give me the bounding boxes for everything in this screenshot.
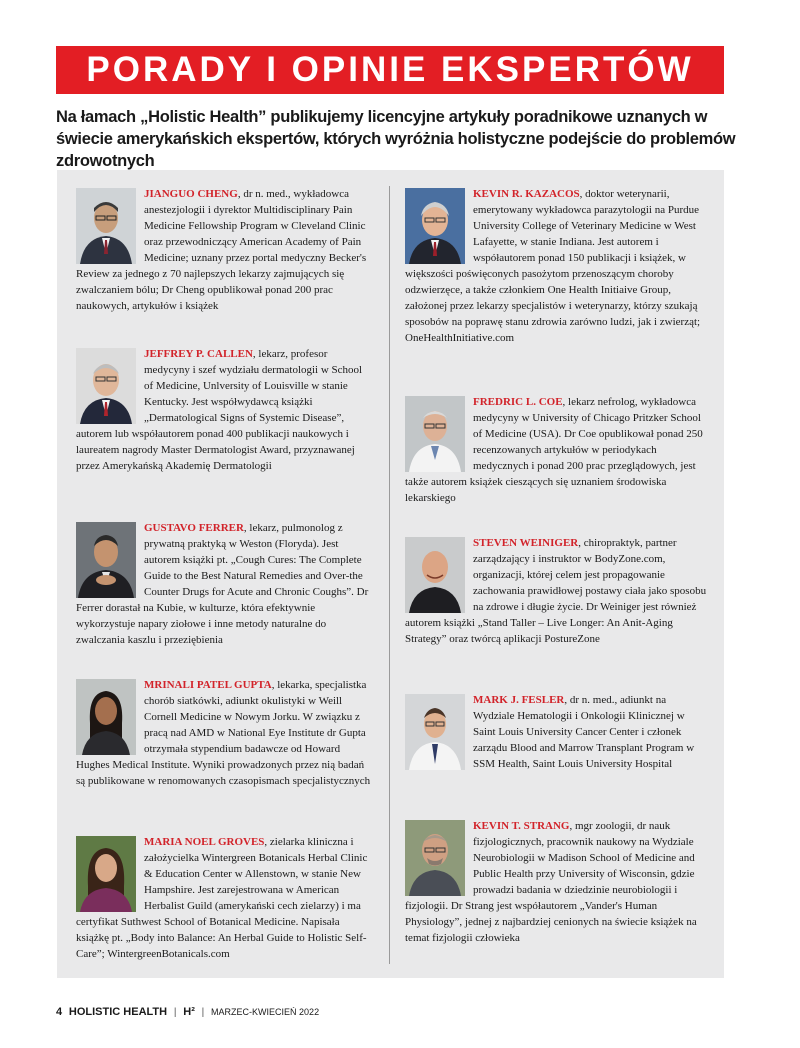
expert-bio: , lekarz, pulmonolog z prywatną praktyką w Weston (Floryda). Jest autorem książki pt. „Cough Cures: The Complete Guide to the Best Natural Remedies and Over-the Counter Drugs for Acute and Chronic Coughs”. Dr Ferrer dorastał na Kubie, w kulturze, która efektywnie wykorzystuje napary ziołowe i inne metody naturalne do zwalczania kaszlu i przeziębienia [76,522,369,646]
expert-name: STEVEN WEINIGER [473,537,579,549]
section-banner: PORADY I OPINIE EKSPERTÓW [56,46,724,94]
expert-bio: , doktor weterynarii, emerytowany wykładowca parazytologii na Purdue University College of Veterinary Medicine w West Lafayette, w stanie Indiana. Jest autorem i współautorem ponad 150 publikacji i książek, w większości poświęconych pasożytom przenoszącym choroby odzwierzęce, a także członkiem One Health Initiaive Group, założonej przez lekarzy specjalistów i weterynarzy, którzy szukają sposobów na poprawę stanu zdrowia zarówno ludzi, jak i zwierząt; OneHealthInitiative.com [405,188,701,344]
expert-name: MARK J. FESLER [473,694,565,706]
expert-bio: , dr n. med., wykładowca anestezjologii i dyrektor Multidisciplinary Pain Medicine Fellowship Program w Cleveland Clinic oraz przewodniczący American Academy of Pain Medicine; uznany przez portal medyczny Becker's Review za jednego z 70 najlepszych lekarzy zajmujących się zwalczaniem bólu; Dr Cheng opublikował ponad 200 prac naukowych, artykułów i książek [76,188,367,312]
footer-separator: | [173,1007,177,1018]
expert-name: FREDRIC L. COE [473,396,563,408]
expert-name: MRINALI PATEL GUPTA [144,679,272,691]
expert-photo [405,820,465,896]
expert-bio: , chiropraktyk, partner zarządzający i instruktor w BodyZone.com, organizacji, której celem jest propagowanie zachowania prawidłowej postawy ciała jako sposobu na zdrowe i długie życie. Dr Weiniger jest również autorem książki „Stand Taller – Live Longer: An Anit-Aging Strategy” oraz twórcą aplikacji PostureZone [405,537,707,645]
magazine-name: HOLISTIC HEALTH [68,1006,168,1018]
expert-entry-strang [405,818,707,946]
expert-name: MARIA NOEL GROVES [144,836,265,848]
expert-name: JIANGUO CHENG [144,188,238,200]
page-footer [56,1004,319,1020]
expert-entry-cheng [76,186,374,314]
expert-photo [405,188,465,264]
expert-photo [76,522,136,598]
magazine-brand: H² [183,1006,195,1018]
page-number: 4 [56,1006,63,1018]
expert-photo [76,679,136,755]
expert-entry-gupta [76,677,374,789]
column-divider [389,186,390,964]
expert-photo [405,694,465,770]
lead-paragraph: Na łamach „Holistic Health” publikujemy licencyjne artykuły poradnikowe uznanych w świecie amerykańskich ekspertów, których wyróżnia holistyczne podejście do problemów zdrowotnych [56,108,736,170]
expert-bio: , lekarz, profesor medycyny i szef wydziału dermatologii w School of Medicine, Unlversity of Louisville w stanie Kentucky. Jest współwydawcą książki „Dermatological Signs of Systemic Disease”, autorem lub współautorem ponad 400 publikacji naukowych i laureatem nagrody Master Dermatologist Award, przyznawanej przez Amerykańską Akademię Dermatologii [76,348,363,472]
expert-name: GUSTAVO FERRER [144,522,244,534]
expert-entry-weiniger [405,535,707,647]
expert-bio: , dr n. med., adiunkt na Wydziale Hematologii i Onkologii Klinicznej w Saint Louis University Cancer Center i członek zarządu Blood and Marrow Transplant Program w SSM Health, Saint Louis University Hospital [473,694,695,770]
expert-photo [405,537,465,613]
expert-entry-kazacos [405,186,707,346]
expert-entry-groves [76,834,374,962]
issue-date: MARZEC-KWIECIEŃ 2022 [211,1007,320,1017]
expert-photo [76,348,136,424]
expert-entry-coe [405,394,707,506]
expert-bio: , lekarka, specjalistka chorób siatkówki, adiunkt okulistyki w Weill Cornell Medicine w Nowym Jorku. W związku z pracą nad AMD w National Eye Institute dr Gupta otrzymała stypendium badawcze od Howard Hughes Medical Institute. Wyniki prowadzonych przez nią badań są publikowane w renomowanych czasopismach specjalistycznych [76,679,371,787]
expert-name: KEVIN R. KAZACOS [473,188,580,200]
expert-photo [405,396,465,472]
footer-separator: | [201,1007,205,1018]
expert-bio: , mgr zoologii, dr nauk fizjologicznych, pracownik naukowy na Wydziale Neurobiologii w Madison School of Medicine and Public Health przy University of Wisconsin, gdzie prowadzi badania w dziedzinie neurobiologii i fizjologii. Dr Strang jest współautorem „Vander's Human Physiology”, jednej z najbardziej cenionych na świecie książek na temat fizjologii człowieka [405,820,697,944]
expert-entry-fesler [405,692,707,772]
expert-entry-ferrer [76,520,374,648]
expert-photo [76,836,136,912]
expert-name: JEFFREY P. CALLEN [144,348,253,360]
expert-bio: , zielarka kliniczna i założycielka Wintergreen Botanicals Herbal Clinic & Education Center w Allenstown, w stanie New Hampshire. Jest zarejestrowana w American Herbalist Guild (amerykański cech zielarzy) i ma certyfikat Suthwest School of Botanical Medicine. Napisała książkę pt. „Body into Balance: An Herbal Guide to Holistic Self-Care”; WintergreenBotanicals.com [76,836,368,960]
expert-entry-callen [76,346,374,474]
expert-bio: , lekarz nefrolog, wykładowca medycyny w University of Chicago Pritzker School of Medicine (USA). Dr Coe opublikował ponad 250 recenzowanych artykułów w periodykach medycznych i ponad 200 prac przeglądowych, jest także autorem książek cieszących się uznaniem środowiska lekarskiego [405,396,703,504]
expert-photo [76,188,136,264]
expert-name: KEVIN T. STRANG [473,820,570,832]
